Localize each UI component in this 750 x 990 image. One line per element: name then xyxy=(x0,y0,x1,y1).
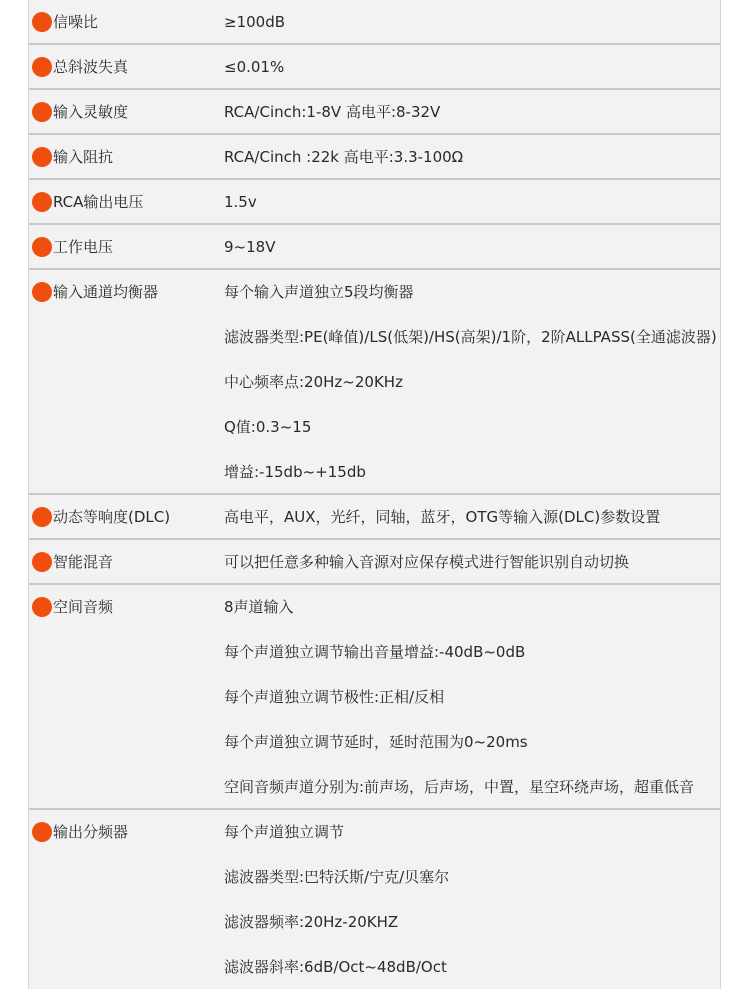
spec-value: 滤波器类型:PE(峰值)/LS(低架)/HS(高架)/1阶，2阶ALLPASS(全通滤波器) xyxy=(224,328,717,346)
spec-row xyxy=(29,225,720,270)
bullet-dot-icon xyxy=(32,282,52,302)
spec-value: 中心频率点:20Hz~20KHz xyxy=(224,373,403,391)
spec-label: 输入灵敏度 xyxy=(53,103,129,121)
spec-value: 9~18V xyxy=(224,238,276,256)
spec-values xyxy=(224,810,720,990)
spec-label: 信噪比 xyxy=(53,13,99,31)
spec-value: 每个声道独立调节 xyxy=(224,823,345,841)
spec-value: 每个声道独立调节延时，延时范围为0~20ms xyxy=(224,733,528,751)
spec-table xyxy=(28,0,721,989)
spec-row xyxy=(29,810,720,990)
spec-row xyxy=(29,270,720,495)
spec-values xyxy=(224,225,720,270)
spec-value: 高电平，AUX，光纤，同轴，蓝牙，OTG等输入源(DLC)参数设置 xyxy=(224,508,661,526)
spec-value: 8声道输入 xyxy=(224,598,294,616)
spec-values xyxy=(224,180,720,225)
spec-row xyxy=(29,180,720,225)
spec-label: 工作电压 xyxy=(53,238,114,256)
spec-value: RCA/Cinch :22k 高电平:3.3-100Ω xyxy=(224,148,464,166)
spec-values xyxy=(224,270,720,495)
spec-row xyxy=(29,90,720,135)
spec-value: 可以把任意多种输入音源对应保存模式进行智能识别自动切换 xyxy=(224,553,630,571)
spec-values xyxy=(224,90,720,135)
bullet-dot-icon xyxy=(32,57,52,77)
spec-values xyxy=(224,495,720,540)
spec-values xyxy=(224,0,720,45)
spec-value: Q值:0.3~15 xyxy=(224,418,312,436)
spec-label: 空间音频 xyxy=(53,598,114,616)
spec-label: 总斜波失真 xyxy=(53,58,129,76)
spec-label: 输入通道均衡器 xyxy=(53,283,159,301)
bullet-dot-icon xyxy=(32,597,52,617)
spec-row xyxy=(29,45,720,90)
spec-value: RCA/Cinch:1-8V 高电平:8-32V xyxy=(224,103,441,121)
bullet-dot-icon xyxy=(32,552,52,572)
bullet-dot-icon xyxy=(32,102,52,122)
spec-value: 空间音频声道分别为:前声场，后声场，中置，星空环绕声场，超重低音 xyxy=(224,778,695,796)
spec-value: ≤0.01% xyxy=(224,58,285,76)
bullet-dot-icon xyxy=(32,237,52,257)
spec-value: 滤波器频率:20Hz-20KHZ xyxy=(224,913,399,931)
spec-value: 每个声道独立调节输出音量增益:-40dB~0dB xyxy=(224,643,526,661)
spec-value: 每个输入声道独立5段均衡器 xyxy=(224,283,414,301)
bullet-dot-icon xyxy=(32,822,52,842)
spec-row xyxy=(29,585,720,810)
spec-values xyxy=(224,45,720,90)
spec-label: RCA输出电压 xyxy=(53,193,144,211)
spec-value: 1.5v xyxy=(224,193,257,211)
spec-values xyxy=(224,585,720,810)
spec-row xyxy=(29,0,720,45)
spec-values xyxy=(224,135,720,180)
bullet-dot-icon xyxy=(32,192,52,212)
spec-label: 输入阻抗 xyxy=(53,148,114,166)
spec-value: 每个声道独立调节极性:正相/反相 xyxy=(224,688,445,706)
spec-values xyxy=(224,540,720,585)
spec-label: 输出分频器 xyxy=(53,823,129,841)
bullet-dot-icon xyxy=(32,147,52,167)
spec-row xyxy=(29,135,720,180)
spec-row xyxy=(29,540,720,585)
spec-row xyxy=(29,495,720,540)
spec-value: 增益:-15db~+15db xyxy=(224,463,366,481)
spec-label: 动态等响度(DLC) xyxy=(53,508,171,526)
spec-label: 智能混音 xyxy=(53,553,114,571)
spec-value: 滤波器类型:巴特沃斯/宁克/贝塞尔 xyxy=(224,868,450,886)
bullet-dot-icon xyxy=(32,12,52,32)
bullet-dot-icon xyxy=(32,507,52,527)
spec-value: ≥100dB xyxy=(224,13,286,31)
spec-value: 滤波器斜率:6dB/Oct~48dB/Oct xyxy=(224,958,447,976)
